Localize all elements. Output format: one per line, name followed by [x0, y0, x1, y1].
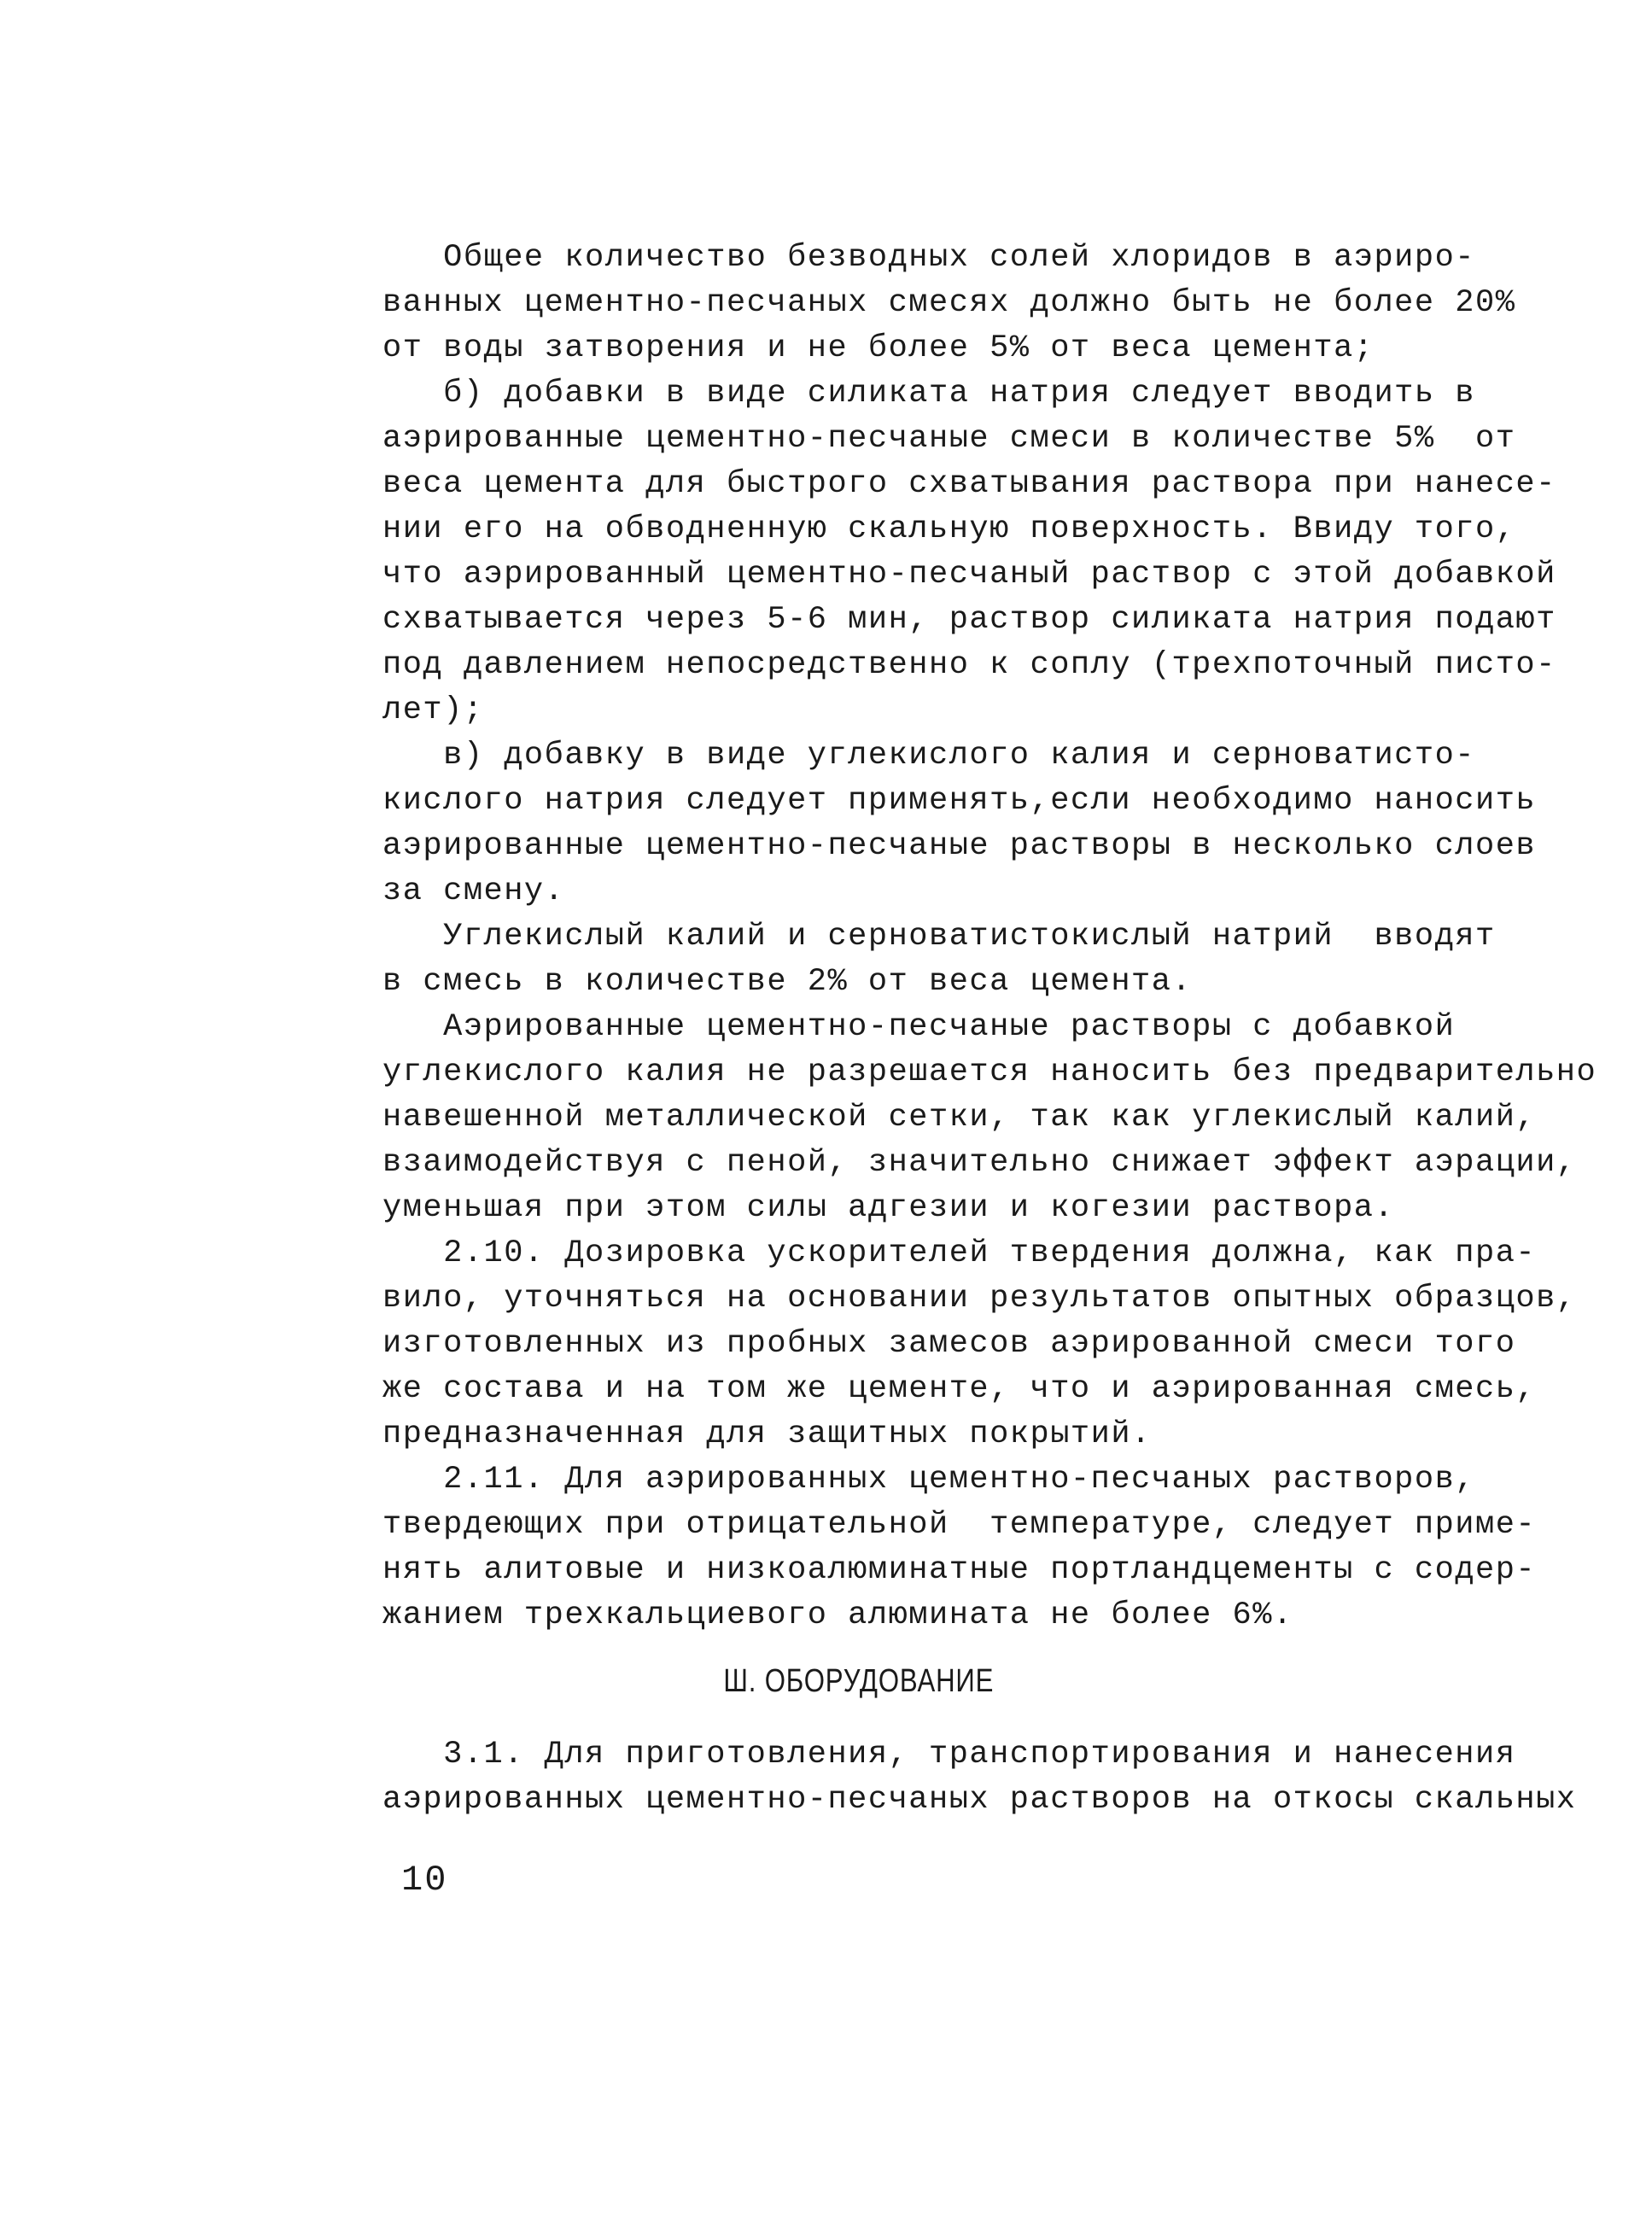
- text-line: изготовленных из пробных замесов аэрированной смеси того: [382, 1326, 1516, 1362]
- text-line: жанием трехкальциевого алюмината не более 6%.: [382, 1597, 1293, 1633]
- text-line: что аэрированный цементно-песчаный раствор с этой добавкой: [382, 557, 1556, 593]
- section-heading: Ш. ОБОРУДОВАНИЕ: [723, 1663, 995, 1699]
- text-line: углекислого калия не разрешается наносить без предварительно: [382, 1054, 1597, 1090]
- text-line: 2.11. Для аэрированных цементно-песчаных растворов,: [382, 1462, 1475, 1498]
- text-line: от воды затворения и не более 5% от веса цемента;: [382, 330, 1375, 366]
- text-line: за смену.: [382, 873, 565, 909]
- text-line: нять алитовые и низкоалюминатные портландцементы с содер-: [382, 1552, 1537, 1588]
- text-line: ванных цементно-песчаных смесях должно быть не более 20%: [382, 285, 1516, 321]
- text-line: уменьшая при этом силы адгезии и когезии раствора.: [382, 1190, 1395, 1226]
- text-line: в смесь в количестве 2% от веса цемента.: [382, 964, 1193, 1000]
- text-line: Углекислый калий и серноватистокислый натрий вводят: [382, 919, 1496, 955]
- text-line: веса цемента для быстрого схватывания раствора при нанесе-: [382, 466, 1556, 502]
- text-line: схватывается через 5-6 мин, раствор силиката натрия подают: [382, 602, 1556, 638]
- text-line: навешенной металлической сетки, так как углекислый калий,: [382, 1100, 1537, 1136]
- text-line: Общее количество безводных солей хлоридов в аэриро-: [382, 240, 1475, 276]
- text-line: аэрированных цементно-песчаных растворов на откосы скальных: [382, 1782, 1577, 1818]
- text-line: же состава и на том же цементе, что и аэрированная смесь,: [382, 1371, 1537, 1407]
- text-line: взаимодействуя с пеной, значительно снижает эффект аэрации,: [382, 1145, 1577, 1181]
- text-line: лет);: [382, 692, 484, 728]
- text-line: 3.1. Для приготовления, транспортирования и нанесения: [382, 1737, 1516, 1772]
- text-line: под давлением непосредственно к соплу (трехпоточный писто-: [382, 647, 1556, 683]
- text-line: 2.10. Дозировка ускорителей твердения должна, как пра-: [382, 1235, 1537, 1271]
- text-line: твердеющих при отрицательной температуре, следует приме-: [382, 1507, 1537, 1543]
- text-line: аэрированные цементно-песчаные растворы в несколько слоев: [382, 828, 1537, 864]
- text-line: предназначенная для защитных покрытий.: [382, 1416, 1152, 1452]
- text-line: в) добавку в виде углекислого калия и серноватисто-: [382, 738, 1475, 774]
- text-line: б) добавки в виде силиката натрия следует вводить в: [382, 376, 1475, 412]
- text-line: нии его на обводненную скальную поверхность. Ввиду того,: [382, 511, 1516, 547]
- text-line: аэрированные цементно-песчаные смеси в количестве 5% от: [382, 421, 1516, 457]
- page-number: 10: [401, 1860, 448, 1901]
- text-line: кислого натрия следует применять,если необходимо наносить: [382, 783, 1537, 819]
- text-line: Аэрированные цементно-песчаные растворы с добавкой: [382, 1009, 1456, 1045]
- text-line: вило, уточняться на основании результатов опытных образцов,: [382, 1281, 1577, 1317]
